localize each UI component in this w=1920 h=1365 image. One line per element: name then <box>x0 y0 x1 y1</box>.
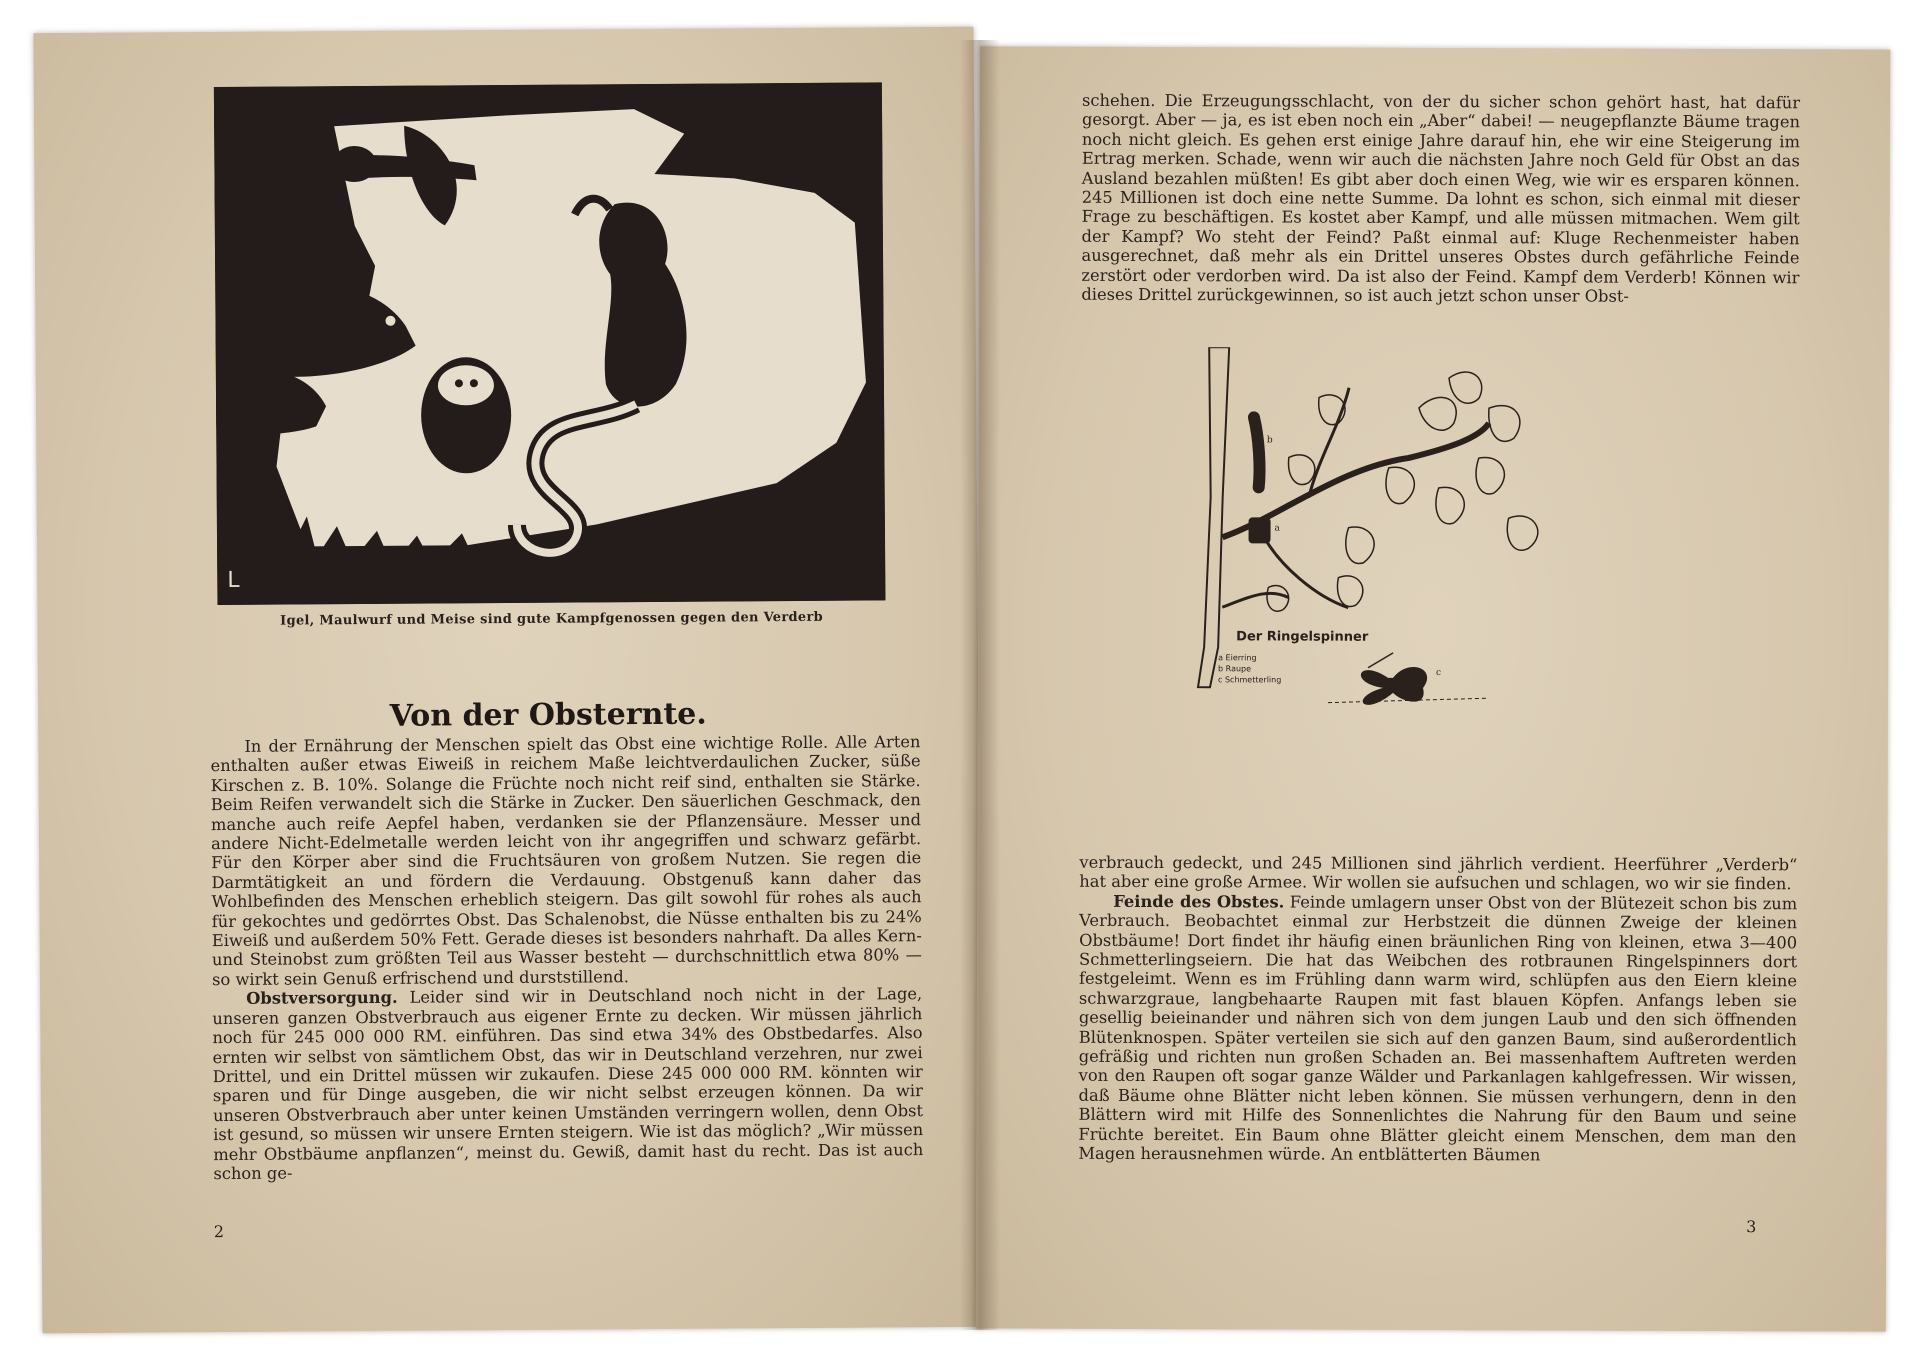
right-top-text <box>1081 91 1800 307</box>
paragraph-lead: Obstversorgung. <box>246 988 398 1009</box>
legend-item: b Raupe <box>1218 664 1252 674</box>
right-bottom-text <box>1078 853 1797 1166</box>
legend-item: c Schmetterling <box>1218 675 1282 685</box>
paragraph-text: verbrauch gedeckt, und 245 Millionen sind jährlich verdient. Heerführer „Verderb“ hat aber eine große Armee. Wir wollen sie aufsuchen und schlagen, wo wir sie finden. <box>1079 852 1798 894</box>
woodcut-illustration <box>214 82 886 605</box>
paragraph <box>210 732 922 989</box>
tree-branch-drawing <box>1188 347 1589 748</box>
woodcut-scene-image <box>214 82 886 605</box>
drawing-legend <box>1218 652 1281 685</box>
drawing-label-a: a <box>1274 523 1280 534</box>
page-number: 2 <box>213 1221 225 1242</box>
drawing-title: Der Ringelspinner <box>1236 629 1369 645</box>
drawing-label-b: b <box>1266 435 1273 446</box>
paragraph-text: Leider sind wir in Deutschland noch nicht in der Lage, unseren ganzen Obstverbrauch aus eigener Ernte zu decken. Wir müssen jährlich noch für 245 000 000 RM. einführen. Das sind etwa 34% des Obstbedarfes. Also ernten wir selbst von sämtlichem Obst, das wir in Deutschland verzehren, nur zwei Drittel, und ein Drittel müssen wir zukaufen. Diese 245 000 000 RM. könnten wir sparen und für Dinge ausgeben, die wir nicht selbst erzeugen können. Da wir unseren Obstverbrauch aber unter keinen Umständen verringern wollen, denn Obst ist gesund, so müssen wir unsere Ernten steigern. Wie ist das möglich? „Wir müssen mehr Obstbäume anpflanzen“, meinst du. Gewiß, damit hast du recht. Das ist auch schon ge- <box>212 984 924 1184</box>
paragraph-text: In der Ernährung der Menschen spielt das Obst eine wichtige Rolle. Alle Arten enthalten außer etwas Eiweiß in reichem Maße leichtverdaulichen Zucker, süße Kirschen z. B. 10%. Solange die Früchte noch nicht reif sind, enthalten sie Stärke. Beim Reifen verwandelt sich die Stärke in Zucker. Den säuerlichen Geschmack, den manche auch reife Aepfel haben, verdanken sie der Pflanzensäure. Messer und andere Nicht-Edelmetalle werden leicht von ihr angegriffen und schwarz gefärbt. Für den Körper aber sind die Fruchtsäuren von großem Nutzen. Sie regen die Darmtätigkeit an und fördern die Verdauung. Obstgenuß kann daher das Wohlbefinden des Menschen erheblich steigern. Das gilt sowohl für rohes als auch für gekochtes und gedörrtes Obst. Das Schalenobst, die Nüsse enthalten bis zu 24% Eiweiß und außerdem 50% Fett. Gerade dieses ist besonders nahrhaft. Da alles Kern- und Steinobst zum größten Teil aus Wasser besteht — durchschnittlich etwa 80% — so wirkt sein Genuß erfrischend und durststillend. <box>210 732 922 989</box>
legend-item: a Eierring <box>1218 653 1257 663</box>
page-number: 3 <box>1746 1217 1757 1237</box>
ringelspinner-drawing <box>1188 347 1589 748</box>
paragraph-text: schehen. Die Erzeugungsschlacht, von der du sicher schon gehört hast, hat dafür gesorgt. Aber — ja, es ist eben noch ein „Aber“ dabei! — neugepflanzte Bäume tragen noch nicht gleich. Es gehen erst einige Jahre darauf hin, ehe wir eine Steigerung im Ertrag merken. Schade, wenn wir auch die nächsten Jahre noch Geld für Obst an das Ausland bezahlen müßten! Es gibt aber doch einen Weg, wie wir es ersparen können. 245 Millionen ist doch eine nette Summe. Da lohnt es schon, sich einmal mit dieser Frage zu beschäftigen. Es kostet aber Kampf, und alle müssen mitmachen. Wem gilt der Kampf? Wo steht der Feind? Paßt einmal auf: Kluge Rechenmeister haben ausgerechnet, daß mehr als ein Drittel unseres Obstes durch gefährliche Feinde zerstört oder verdorben wird. Da ist also der Feind. Kampf dem Verderb! Können wir dieses Drittel zurückgewinnen, so ist auch jetzt schon unser Obst- <box>1081 90 1801 306</box>
paragraph <box>212 984 923 1183</box>
page-title: Von der Obsternte. <box>389 696 707 734</box>
svg-text:L: L <box>227 567 240 593</box>
paragraph-lead: Feinde des Obstes. <box>1113 891 1285 912</box>
paragraph <box>1079 853 1797 894</box>
paragraph <box>1078 892 1797 1166</box>
paragraph <box>1081 91 1800 307</box>
paragraph-text: Feinde umlagern unser Obst von der Blütezeit schon bis zum Verbrauch. Beobachtet einmal zur Herbstzeit die dünnen Zweige der kleinen Obstbäume! Dort findet ihr häufig einen bräunlichen Ring von kleinen, etwa 3—400 Schmetterlingseiern. Die hat das Weibchen des rotbraunen Ringelspinners dort festgeleimt. Wenn es im Frühling dann warm wird, schlüpfen aus den Eiern kleine schwarzgraue, langbehaarte Raupen mit fast blauen Köpfen. Anfangs leben sie gesellig beieinander und nähren sich von dem jungen Laub und den sich öffnenden Blütenknospen. Später verteilen sie sich auf den ganzen Baum, sind außerordentlich gefräßig und richten nun großen Schaden an. Bei massenhaftem Auftreten werden von den Raupen oft sogar ganze Wälder und Parkanlagen kahlgefressen. Wir wissen, daß Bäume ohne Blätter nicht leben können. Sie müssen verhungern, denn in den Blättern wird mit Hilfe des Sonnenlichtes die Nahrung für den Baum und seine Früchte bereitet. Ein Baum ohne Blätter gleicht einem Menschen, dem man den Magen herausnehmen würde. An entblätterten Bäumen <box>1078 892 1798 1165</box>
drawing-label-c: c <box>1436 668 1442 679</box>
illustration-caption: Igel, Maulwurf und Meise sind gute Kampfgenossen gegen den Verderb <box>280 609 824 629</box>
left-page <box>33 27 982 1334</box>
right-page <box>976 46 1890 1331</box>
left-body-text <box>210 732 923 1183</box>
